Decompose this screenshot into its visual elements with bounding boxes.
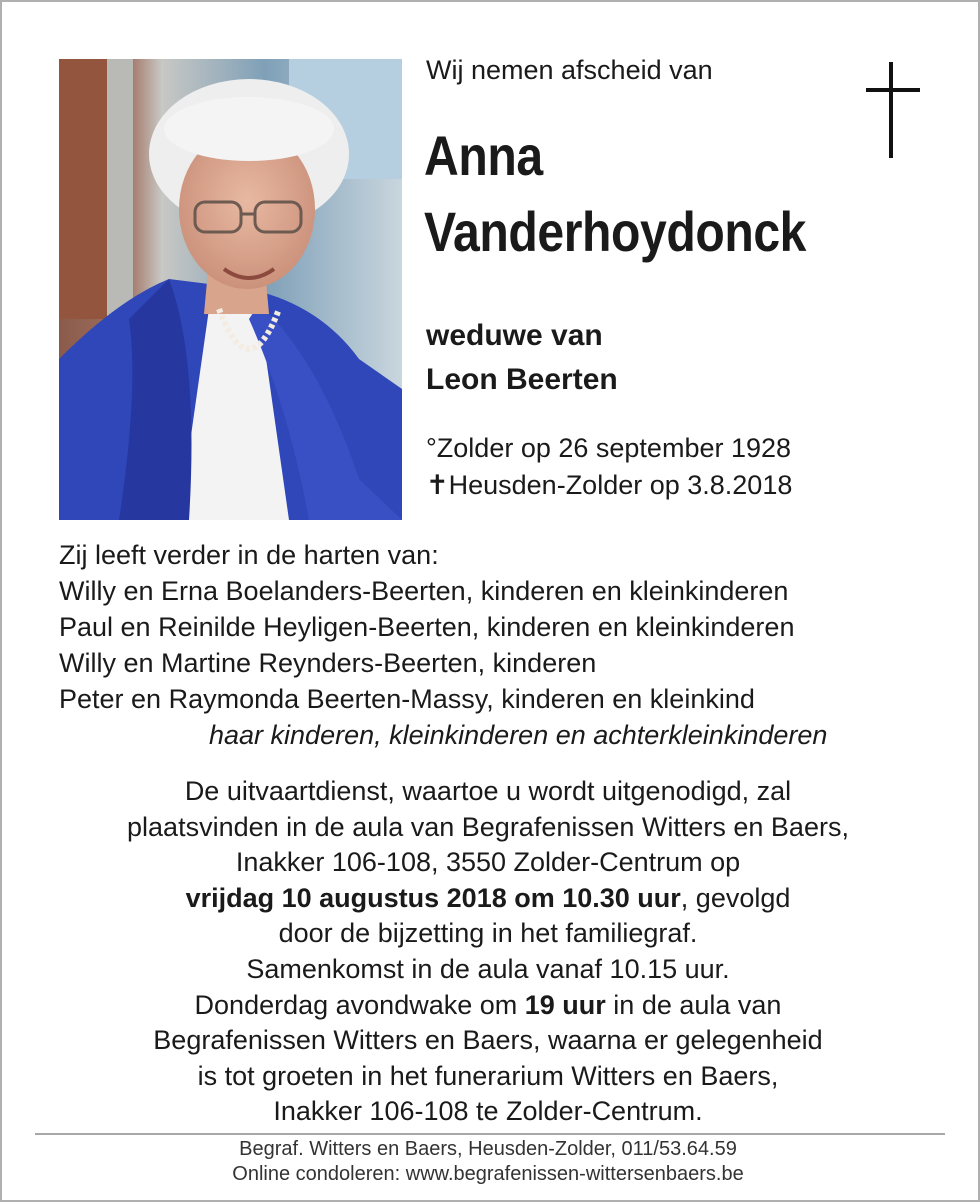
widow-of <box>426 314 618 402</box>
family-line: haar kinderen, kleinkinderen en achterkleinkinderen <box>209 720 828 750</box>
service-details <box>0 774 976 1130</box>
deceased-name <box>424 118 806 270</box>
portrait-photo <box>59 59 402 520</box>
vigil-post: in de aula van <box>605 989 782 1020</box>
survivors-list <box>59 537 827 753</box>
last-name: Vanderhoydonck <box>424 200 807 263</box>
service-line-rest: , gevolgd <box>680 882 791 913</box>
service-datetime: vrijdag 10 augustus 2018 om 10.30 uur <box>185 882 681 913</box>
first-name: Anna <box>424 124 543 187</box>
vigil-pre: Donderdag avondwake om <box>194 989 525 1020</box>
service-line: plaatsvinden in de aula van Begrafenissen Witters en Baers, <box>127 811 849 842</box>
survivor-line: Peter en Raymonda Beerten-Massy, kinderen en kleinkind <box>59 684 755 714</box>
footer <box>0 1137 976 1187</box>
service-line: Inakker 106-108, 3550 Zolder-Centrum op <box>235 847 741 878</box>
survivors-heading: Zij leeft verder in de harten van: <box>59 540 439 570</box>
spouse-name: Leon Beerten <box>426 363 618 396</box>
service-line: Samenkomst in de aula vanaf 10.15 uur. <box>246 953 730 984</box>
funeral-home-contact: Begraf. Witters en Baers, Heusden-Zolder, 011/53.64.59 <box>239 1138 737 1160</box>
cross-icon <box>863 62 923 165</box>
life-dates <box>426 430 792 504</box>
survivor-line: Paul en Reinilde Heyligen-Beerten, kinderen en kleinkinderen <box>59 612 795 642</box>
service-line: Begrafenissen Witters en Baers, waarna er gelegenheid <box>153 1025 823 1056</box>
service-datetime-line <box>0 881 976 917</box>
service-line: Inakker 106-108 te Zolder-Centrum. <box>273 1096 703 1127</box>
service-line: De uitvaartdienst, waartoe u wordt uitgenodigd, zal <box>184 776 792 806</box>
vigil-line <box>0 988 976 1024</box>
service-line: door de bijzetting in het familiegraf. <box>278 918 698 949</box>
service-line: is tot groeten in het funerarium Witters en Baers, <box>197 1060 779 1091</box>
footer-divider <box>35 1133 945 1135</box>
widow-label: weduwe van <box>426 319 603 352</box>
online-condolences: Online condoleren: www.begrafenissen-wittersenbaers.be <box>232 1163 744 1185</box>
death-date: ✝Heusden-Zolder op 3.8.2018 <box>426 470 793 500</box>
intro-text: Wij nemen afscheid van <box>426 55 713 85</box>
survivor-line: Willy en Erna Boelanders-Beerten, kinderen en kleinkinderen <box>59 576 789 606</box>
vigil-time: 19 uur <box>524 989 606 1020</box>
survivor-line: Willy en Martine Reynders-Beerten, kinderen <box>59 648 597 678</box>
birth-date: °Zolder op 26 september 1928 <box>426 433 792 463</box>
